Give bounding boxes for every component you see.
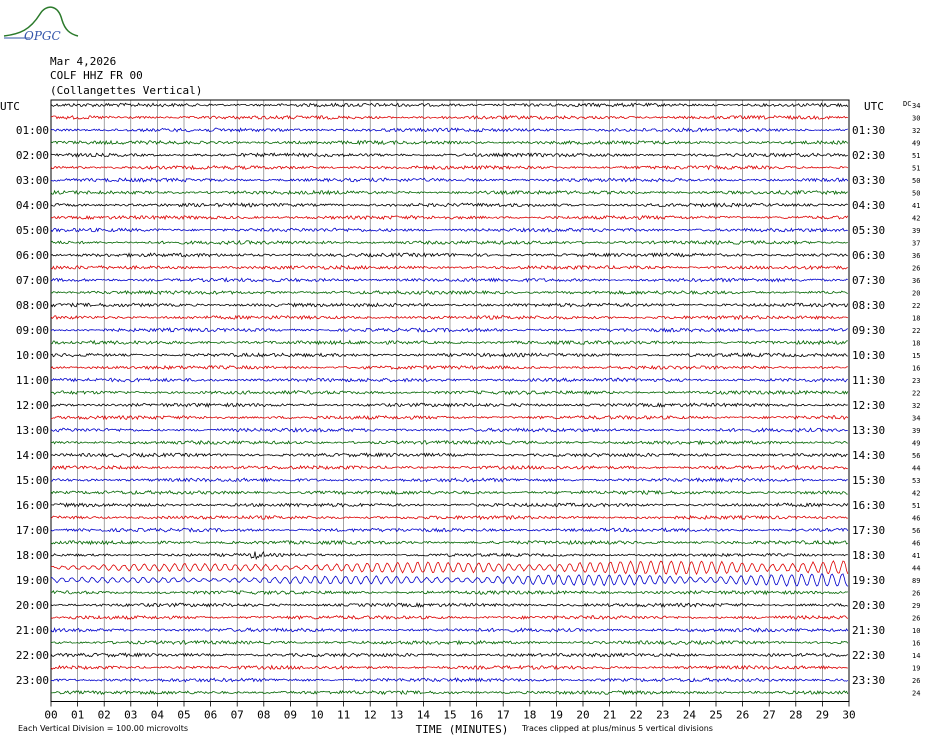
row-label-left-18: 18:00 bbox=[15, 549, 49, 562]
x-axis-label: TIME (MINUTES) bbox=[415, 723, 509, 736]
trace-11 bbox=[51, 241, 848, 245]
x-tick-label-11: 11 bbox=[336, 708, 351, 722]
dc-offset-19: 18 bbox=[912, 339, 921, 348]
row-label-left-19: 19:00 bbox=[15, 574, 49, 587]
x-tick-label-17: 17 bbox=[496, 708, 510, 722]
trace-3 bbox=[51, 141, 848, 145]
dc-offset-25: 34 bbox=[912, 414, 921, 423]
row-label-right-4: 04:30 bbox=[852, 199, 886, 212]
x-tick-label-15: 15 bbox=[443, 708, 457, 722]
x-tick-label-02: 02 bbox=[97, 708, 111, 722]
trace-36 bbox=[51, 552, 848, 559]
x-tick-label-24: 24 bbox=[682, 708, 697, 722]
row-label-right-18: 18:30 bbox=[852, 549, 886, 562]
dc-offset-47: 24 bbox=[912, 689, 921, 698]
row-label-left-16: 16:00 bbox=[15, 499, 49, 512]
dc-header: DC bbox=[903, 100, 912, 108]
row-label-left-13: 13:00 bbox=[15, 424, 49, 437]
row-label-left-23: 23:00 bbox=[15, 674, 49, 687]
logo-text: OPGC bbox=[24, 29, 61, 43]
dc-offset-0: 34 bbox=[912, 102, 921, 110]
dc-offset-30: 53 bbox=[912, 477, 921, 485]
row-label-left-21: 21:00 bbox=[15, 624, 49, 637]
row-label-right-7: 07:30 bbox=[852, 274, 886, 287]
row-label-right-15: 15:30 bbox=[852, 474, 886, 487]
dc-offset-31: 42 bbox=[912, 489, 921, 498]
dc-offset-38: 89 bbox=[912, 577, 921, 585]
row-label-right-21: 21:30 bbox=[852, 624, 886, 637]
utc-label-right: UTC bbox=[864, 100, 884, 113]
x-tick-label-14: 14 bbox=[416, 708, 431, 722]
row-label-right-2: 02:30 bbox=[852, 149, 886, 162]
trace-40 bbox=[51, 603, 848, 607]
dc-offset-27: 49 bbox=[912, 439, 921, 448]
dc-offset-10: 39 bbox=[912, 227, 921, 235]
dc-offset-42: 10 bbox=[912, 627, 921, 635]
row-label-left-11: 11:00 bbox=[15, 374, 49, 387]
row-label-right-23: 23:30 bbox=[852, 674, 886, 687]
dc-offset-2: 32 bbox=[912, 127, 921, 135]
trace-44 bbox=[51, 653, 848, 657]
trace-30 bbox=[51, 478, 848, 482]
row-label-right-19: 19:30 bbox=[852, 574, 886, 587]
trace-22 bbox=[51, 378, 848, 382]
trace-20 bbox=[51, 353, 848, 357]
trace-9 bbox=[51, 216, 848, 220]
utc-label-left: UTC bbox=[0, 100, 20, 113]
x-tick-label-25: 25 bbox=[709, 708, 723, 722]
row-label-left-5: 05:00 bbox=[15, 224, 49, 237]
dc-offset-46: 26 bbox=[912, 677, 921, 685]
station-label: COLF HHZ FR 00 bbox=[50, 69, 143, 82]
dc-offset-32: 51 bbox=[912, 502, 921, 510]
row-label-right-22: 22:30 bbox=[852, 649, 886, 662]
row-label-left-10: 10:00 bbox=[15, 349, 49, 362]
dc-offset-24: 32 bbox=[912, 402, 921, 410]
row-label-right-1: 01:30 bbox=[852, 124, 886, 137]
trace-27 bbox=[51, 441, 848, 445]
trace-1 bbox=[51, 116, 848, 120]
dc-offset-41: 26 bbox=[912, 614, 921, 623]
trace-39 bbox=[51, 591, 848, 595]
dc-offset-26: 39 bbox=[912, 427, 921, 435]
clip-note: Traces clipped at plus/minus 5 vertical divisions bbox=[522, 724, 713, 733]
x-tick-label-01: 01 bbox=[70, 708, 85, 722]
x-tick-label-22: 22 bbox=[629, 708, 643, 722]
trace-6 bbox=[51, 178, 848, 182]
trace-41 bbox=[51, 616, 848, 620]
row-label-right-10: 10:30 bbox=[852, 349, 886, 362]
row-label-left-17: 17:00 bbox=[15, 524, 49, 537]
dc-offset-20: 15 bbox=[912, 352, 921, 360]
trace-45 bbox=[51, 666, 848, 670]
row-label-right-16: 16:30 bbox=[852, 499, 886, 512]
x-tick-label-03: 03 bbox=[124, 708, 138, 722]
row-label-right-12: 12:30 bbox=[852, 399, 886, 412]
x-tick-label-30: 30 bbox=[842, 708, 856, 722]
x-tick-label-19: 19 bbox=[549, 708, 564, 722]
row-label-left-7: 07:00 bbox=[15, 274, 49, 287]
x-tick-label-20: 20 bbox=[576, 708, 590, 722]
trace-10 bbox=[51, 228, 848, 231]
trace-33 bbox=[51, 516, 848, 520]
dc-offset-36: 41 bbox=[912, 552, 921, 560]
trace-25 bbox=[51, 416, 848, 420]
dc-offset-44: 14 bbox=[912, 652, 921, 660]
row-label-right-14: 14:30 bbox=[852, 449, 886, 462]
x-tick-label-12: 12 bbox=[363, 708, 377, 722]
trace-37 bbox=[51, 561, 848, 575]
row-label-left-3: 03:00 bbox=[15, 174, 49, 187]
dc-offset-12: 36 bbox=[912, 252, 921, 260]
row-label-right-9: 09:30 bbox=[852, 324, 886, 337]
trace-47 bbox=[51, 691, 848, 695]
trace-34 bbox=[51, 528, 848, 532]
dc-offset-6: 50 bbox=[912, 177, 921, 185]
row-label-left-22: 22:00 bbox=[15, 649, 49, 662]
date-label: Mar 4,2026 bbox=[50, 55, 117, 68]
x-tick-label-26: 26 bbox=[735, 708, 750, 722]
trace-23 bbox=[51, 391, 848, 395]
trace-18 bbox=[51, 328, 848, 332]
trace-46 bbox=[51, 678, 848, 682]
trace-21 bbox=[51, 366, 848, 370]
dc-offset-35: 46 bbox=[912, 539, 921, 548]
row-label-left-9: 09:00 bbox=[15, 324, 49, 337]
trace-31 bbox=[51, 491, 848, 495]
dc-offset-16: 22 bbox=[912, 302, 921, 310]
trace-12 bbox=[51, 253, 848, 257]
x-tick-label-13: 13 bbox=[390, 708, 404, 722]
trace-13 bbox=[51, 266, 848, 270]
trace-35 bbox=[51, 541, 848, 545]
dc-offset-3: 49 bbox=[912, 139, 921, 148]
dc-offset-8: 41 bbox=[912, 202, 921, 210]
x-tick-label-18: 18 bbox=[523, 708, 537, 722]
row-label-left-8: 08:00 bbox=[15, 299, 49, 312]
dc-offset-23: 22 bbox=[912, 389, 921, 398]
dc-offset-18: 22 bbox=[912, 327, 921, 335]
trace-17 bbox=[51, 316, 848, 320]
dc-offset-4: 51 bbox=[912, 152, 921, 160]
row-label-right-13: 13:30 bbox=[852, 424, 886, 437]
seismic-traces bbox=[51, 103, 848, 694]
site-label: (Collangettes Vertical) bbox=[50, 84, 203, 97]
trace-42 bbox=[51, 628, 848, 632]
dc-offset-21: 16 bbox=[912, 364, 921, 373]
dc-offset-9: 42 bbox=[912, 214, 921, 223]
row-label-left-20: 20:00 bbox=[15, 599, 49, 612]
row-label-right-17: 17:30 bbox=[852, 524, 886, 537]
row-label-left-15: 15:00 bbox=[15, 474, 49, 487]
dc-offset-22: 23 bbox=[912, 377, 921, 385]
x-tick-label-08: 08 bbox=[257, 708, 271, 722]
trace-16 bbox=[51, 303, 848, 307]
row-label-right-11: 11:30 bbox=[852, 374, 886, 387]
trace-29 bbox=[51, 466, 848, 470]
dc-offset-37: 44 bbox=[912, 564, 921, 573]
trace-5 bbox=[51, 166, 848, 170]
trace-28 bbox=[51, 453, 848, 457]
x-tick-label-07: 07 bbox=[230, 708, 244, 722]
trace-0 bbox=[51, 103, 848, 107]
x-tick-label-09: 09 bbox=[283, 708, 298, 722]
dc-offset-43: 16 bbox=[912, 639, 921, 648]
row-label-right-20: 20:30 bbox=[852, 599, 886, 612]
dc-offset-29: 44 bbox=[912, 464, 921, 473]
row-label-right-3: 03:30 bbox=[852, 174, 886, 187]
trace-19 bbox=[51, 341, 848, 345]
x-tick-label-04: 04 bbox=[150, 708, 165, 722]
row-label-left-12: 12:00 bbox=[15, 399, 49, 412]
trace-15 bbox=[51, 291, 848, 295]
row-label-left-14: 14:00 bbox=[15, 449, 49, 462]
x-tick-label-06: 06 bbox=[203, 708, 218, 722]
trace-7 bbox=[51, 191, 848, 195]
x-tick-label-16: 16 bbox=[469, 708, 484, 722]
trace-24 bbox=[51, 403, 848, 407]
x-tick-label-27: 27 bbox=[762, 708, 776, 722]
dc-offset-14: 36 bbox=[912, 277, 921, 285]
row-label-right-5: 05:30 bbox=[852, 224, 886, 237]
row-label-right-8: 08:30 bbox=[852, 299, 886, 312]
x-tick-label-28: 28 bbox=[789, 708, 803, 722]
row-label-left-4: 04:00 bbox=[15, 199, 49, 212]
trace-8 bbox=[51, 203, 848, 207]
trace-26 bbox=[51, 428, 848, 432]
dc-offset-17: 18 bbox=[912, 314, 921, 323]
dc-offset-45: 19 bbox=[912, 664, 921, 673]
dc-offset-28: 56 bbox=[912, 452, 921, 460]
dc-offset-13: 26 bbox=[912, 264, 921, 273]
trace-2 bbox=[51, 128, 848, 132]
dc-offset-34: 56 bbox=[912, 527, 921, 535]
row-label-left-6: 06:00 bbox=[15, 249, 49, 262]
x-tick-label-29: 29 bbox=[815, 708, 830, 722]
trace-43 bbox=[51, 641, 848, 645]
trace-38 bbox=[51, 574, 848, 586]
trace-4 bbox=[51, 153, 848, 157]
dc-offset-11: 37 bbox=[912, 239, 921, 248]
row-label-left-1: 01:00 bbox=[15, 124, 49, 137]
dc-offset-15: 20 bbox=[912, 289, 921, 298]
x-tick-label-21: 21 bbox=[602, 708, 617, 722]
x-tick-label-10: 10 bbox=[310, 708, 324, 722]
dc-offset-5: 51 bbox=[912, 164, 921, 173]
dc-offset-7: 50 bbox=[912, 189, 921, 198]
row-label-right-6: 06:30 bbox=[852, 249, 886, 262]
dc-offset-40: 29 bbox=[912, 602, 921, 610]
dc-offset-33: 46 bbox=[912, 514, 921, 523]
trace-32 bbox=[51, 503, 848, 507]
x-tick-label-00: 00 bbox=[44, 708, 58, 722]
row-label-left-2: 02:00 bbox=[15, 149, 49, 162]
dc-offset-1: 30 bbox=[912, 114, 921, 123]
x-tick-label-23: 23 bbox=[656, 708, 670, 722]
x-tick-label-05: 05 bbox=[177, 708, 191, 722]
scale-note: Each Vertical Division = 100.00 microvolts bbox=[18, 724, 189, 733]
dc-offset-39: 26 bbox=[912, 589, 921, 598]
trace-14 bbox=[51, 278, 848, 282]
